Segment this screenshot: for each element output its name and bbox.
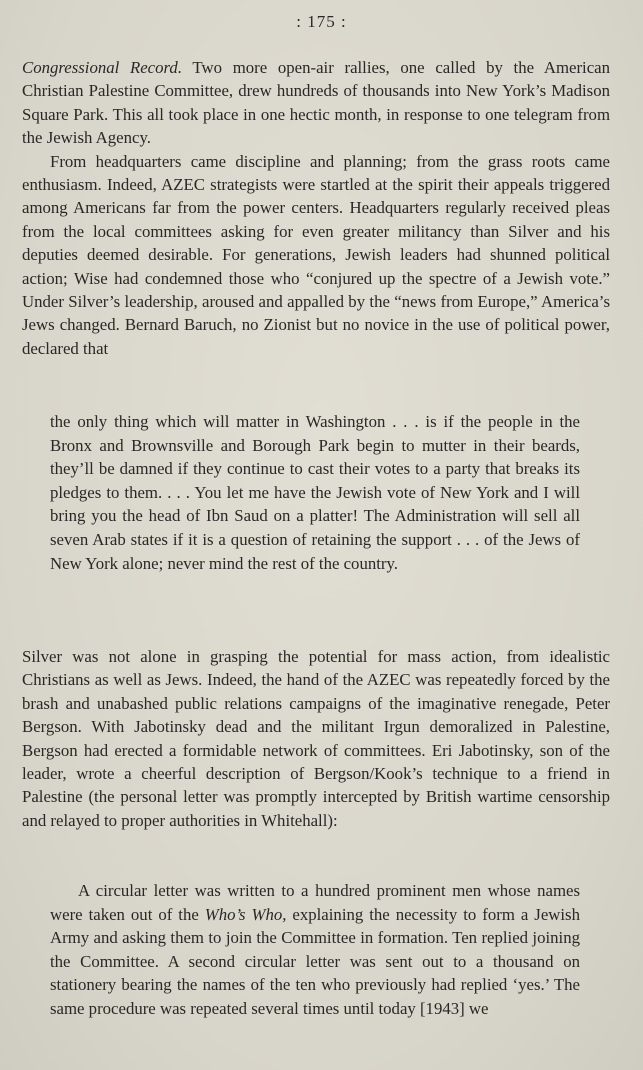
paragraph-headquarters: From headquarters came discipline and planning; from the grass roots came enthusiasm. Indeed, AZEC strategists were startled at the spirit their appeals triggered among Americans far from the power centers. Headquarters regularly received pleas from the local committees asking for even greater militancy than Silver and his deputies deemed desirable. For generations, Jewish leaders had shunned political action; Wise had condemned those who “conjured up the spectre of a Jewish vote.” Under Silver’s leadership, aroused and appalled by the “news from Europe,” America’s Jews changed. Bernard Baruch, no Zionist but no novice in the use of political power, declared that — [22, 151, 610, 358]
body-paragraphs-top — [22, 56, 610, 360]
italic-citation: Congressional Record. — [22, 58, 183, 77]
page-number: : 175 : — [296, 12, 347, 31]
paragraph-silver — [22, 645, 610, 832]
paragraph-continued — [22, 56, 610, 150]
block-quote-letter — [50, 879, 580, 1021]
block-quote-part2: explaining the necessity to form a Jewish Army and asking them to join the Committee in formation. Ten replied joining the Committee. A second circular letter was sent out to a thousand on stationery bearing the names of the ten who previously had replied ‘yes.’ The same procedure was repeated several times until today [1943] we — [50, 904, 580, 1018]
block-quote-part1: A circular letter was written to a hundred prominent men whose names were taken out of the — [50, 881, 580, 924]
block-quote-baruch — [50, 410, 580, 575]
block-quote-jabotinsky — [50, 879, 580, 1021]
paragraph-continued-text: Two more open-air rallies, one called by the American Christian Palestine Committee, drew hundreds of thousands into New York’s Madison Square Park. This all took place in one hectic month, in response to one telegram from the Jewish Agency. — [22, 58, 610, 148]
block-quote-text: the only thing which will matter in Washington . . . is if the people in the Bronx and Brownsville and Borough Park begin to mutter in their beards, they’ll be damned if they continue to cast their votes to a party that breaks its pledges to them. . . . You let me have the Jewish vote of New York and I will bring you the head of Ibn Saud on a platter! The Administration will sell all seven Arab states if it is a question of retaining the support . . . of the Jews of New York alone; never mind the rest of the country. — [50, 412, 580, 573]
paragraph-silver-text: Silver was not alone in grasping the potential for mass action, from idealistic Christians as well as Jews. Indeed, the hand of the AZEC was repeatedly forced by the brash and unabashed public relations campaigns of the imaginative renegade, Peter Bergson. With Jabotinsky dead and the militant Irgun demoralized in Palestine, Bergson had erected a formidable network of committees. Eri Jabotinsky, son of the leader, wrote a cheerful description of Bergson/Kook’s technique to a friend in Palestine (the personal letter was promptly intercepted by British wartime censorship and relayed to proper authorities in Whitehall): — [22, 647, 610, 830]
italic-whos-who: Who’s Who, — [204, 904, 287, 924]
